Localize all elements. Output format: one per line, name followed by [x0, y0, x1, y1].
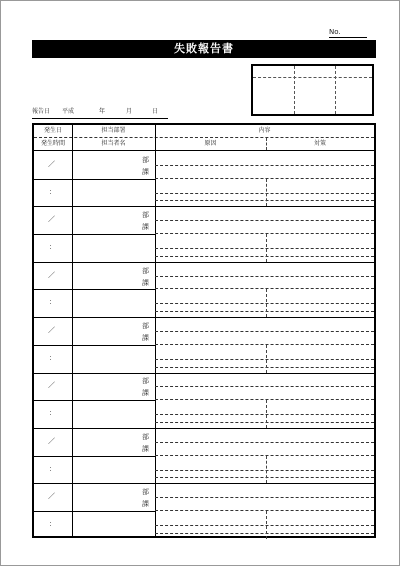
- entry-time-colon: ：: [49, 187, 56, 196]
- report-entry[interactable]: [34, 206, 374, 261]
- content-write-line[interactable]: [155, 193, 374, 194]
- content-write-line[interactable]: [155, 200, 374, 201]
- entry-mid-divider: [34, 234, 155, 235]
- content-write-line[interactable]: [155, 442, 374, 443]
- cause-countermeasure-divider: [266, 179, 267, 207]
- report-entry[interactable]: [34, 428, 374, 483]
- content-write-line[interactable]: [155, 220, 374, 221]
- entry-mid-divider: [34, 511, 155, 512]
- content-write-line[interactable]: [155, 178, 374, 179]
- entry-section-suffix: 課: [142, 500, 149, 509]
- content-write-line[interactable]: [155, 248, 374, 249]
- header-countermeasure: 対策: [313, 140, 326, 147]
- entry-time-colon: ：: [49, 519, 56, 528]
- cause-countermeasure-divider: [266, 345, 267, 373]
- entry-mid-divider: [34, 289, 155, 290]
- header-divider: [34, 137, 374, 138]
- report-number-field[interactable]: No.: [329, 28, 367, 38]
- entry-dept-suffix: 部: [142, 432, 149, 441]
- content-write-line[interactable]: [155, 533, 374, 534]
- entry-dept-suffix: 部: [142, 322, 149, 331]
- entry-dept-suffix: 部: [142, 377, 149, 386]
- report-date-label: 報告日: [32, 108, 51, 115]
- entry-date-slash: ／: [48, 270, 55, 279]
- stamp-box-divider: [294, 66, 295, 114]
- approval-stamp-box: [251, 64, 374, 116]
- content-write-line[interactable]: [155, 422, 374, 423]
- header-occurrence-time: 発生時間: [40, 140, 65, 147]
- entry-time-colon: ：: [49, 353, 56, 362]
- entry-date-slash: ／: [48, 159, 55, 168]
- content-write-line[interactable]: [155, 414, 374, 415]
- stamp-box-divider: [335, 66, 336, 114]
- cause-countermeasure-divider: [266, 400, 267, 428]
- report-entry[interactable]: [34, 483, 374, 538]
- entry-date-slash: ／: [48, 381, 55, 390]
- content-write-line[interactable]: [155, 477, 374, 478]
- entry-section-suffix: 課: [142, 167, 149, 176]
- report-entry[interactable]: [34, 317, 374, 372]
- content-write-line[interactable]: [155, 165, 374, 166]
- report-date-year: 年: [99, 108, 106, 115]
- entry-section-suffix: 課: [142, 278, 149, 287]
- report-entry[interactable]: [34, 373, 374, 428]
- entry-dept-suffix: 部: [142, 155, 149, 164]
- entry-dept-suffix: 部: [142, 488, 149, 497]
- content-write-line[interactable]: [155, 525, 374, 526]
- content-write-line[interactable]: [155, 367, 374, 368]
- report-entry[interactable]: [34, 262, 374, 317]
- header-cause: 原因: [204, 140, 217, 147]
- entry-dept-suffix: 部: [142, 211, 149, 220]
- entry-time-colon: ：: [49, 242, 56, 251]
- entry-mid-divider: [34, 179, 155, 180]
- report-date-era: 平成: [62, 108, 75, 115]
- content-write-line[interactable]: [155, 288, 374, 289]
- content-write-line[interactable]: [155, 311, 374, 312]
- stamp-box-divider: [253, 77, 372, 78]
- entry-dept-suffix: 部: [142, 266, 149, 275]
- content-write-line[interactable]: [155, 386, 374, 387]
- report-date-field[interactable]: [32, 107, 168, 119]
- entry-date-slash: ／: [48, 215, 55, 224]
- header-occurrence-date: 発生日: [43, 127, 62, 134]
- content-write-line[interactable]: [155, 470, 374, 471]
- header-content: 内容: [258, 127, 271, 134]
- report-date-day: 日: [152, 108, 159, 115]
- entry-date-slash: ／: [48, 436, 55, 445]
- header-department: 担当部署: [101, 127, 126, 134]
- entry-section-suffix: 課: [142, 223, 149, 232]
- cause-countermeasure-divider: [266, 456, 267, 484]
- entry-mid-divider: [34, 456, 155, 457]
- content-write-line[interactable]: [155, 455, 374, 456]
- cause-countermeasure-divider: [266, 289, 267, 317]
- content-write-line[interactable]: [155, 510, 374, 511]
- entry-time-colon: ：: [49, 298, 56, 307]
- report-table: [32, 123, 376, 538]
- content-write-line[interactable]: [155, 331, 374, 332]
- entry-time-colon: ：: [49, 464, 56, 473]
- cause-countermeasure-divider: [266, 511, 267, 539]
- report-entry[interactable]: [34, 151, 374, 206]
- entry-mid-divider: [34, 345, 155, 346]
- content-write-line[interactable]: [155, 276, 374, 277]
- entry-time-colon: ：: [49, 409, 56, 418]
- content-write-line[interactable]: [155, 399, 374, 400]
- report-date-month: 月: [126, 108, 133, 115]
- entry-date-slash: ／: [48, 492, 55, 501]
- cause-countermeasure-divider: [266, 234, 267, 262]
- entry-section-suffix: 課: [142, 389, 149, 398]
- content-write-line[interactable]: [155, 233, 374, 234]
- header-person: 担当者名: [101, 140, 126, 147]
- content-write-line[interactable]: [155, 344, 374, 345]
- entry-section-suffix: 課: [142, 334, 149, 343]
- content-write-line[interactable]: [155, 359, 374, 360]
- column-line: [266, 138, 267, 150]
- document-title: 失敗報告書: [32, 40, 376, 58]
- entry-mid-divider: [34, 400, 155, 401]
- entry-section-suffix: 課: [142, 444, 149, 453]
- entry-date-slash: ／: [48, 326, 55, 335]
- content-write-line[interactable]: [155, 497, 374, 498]
- content-write-line[interactable]: [155, 303, 374, 304]
- content-write-line[interactable]: [155, 256, 374, 257]
